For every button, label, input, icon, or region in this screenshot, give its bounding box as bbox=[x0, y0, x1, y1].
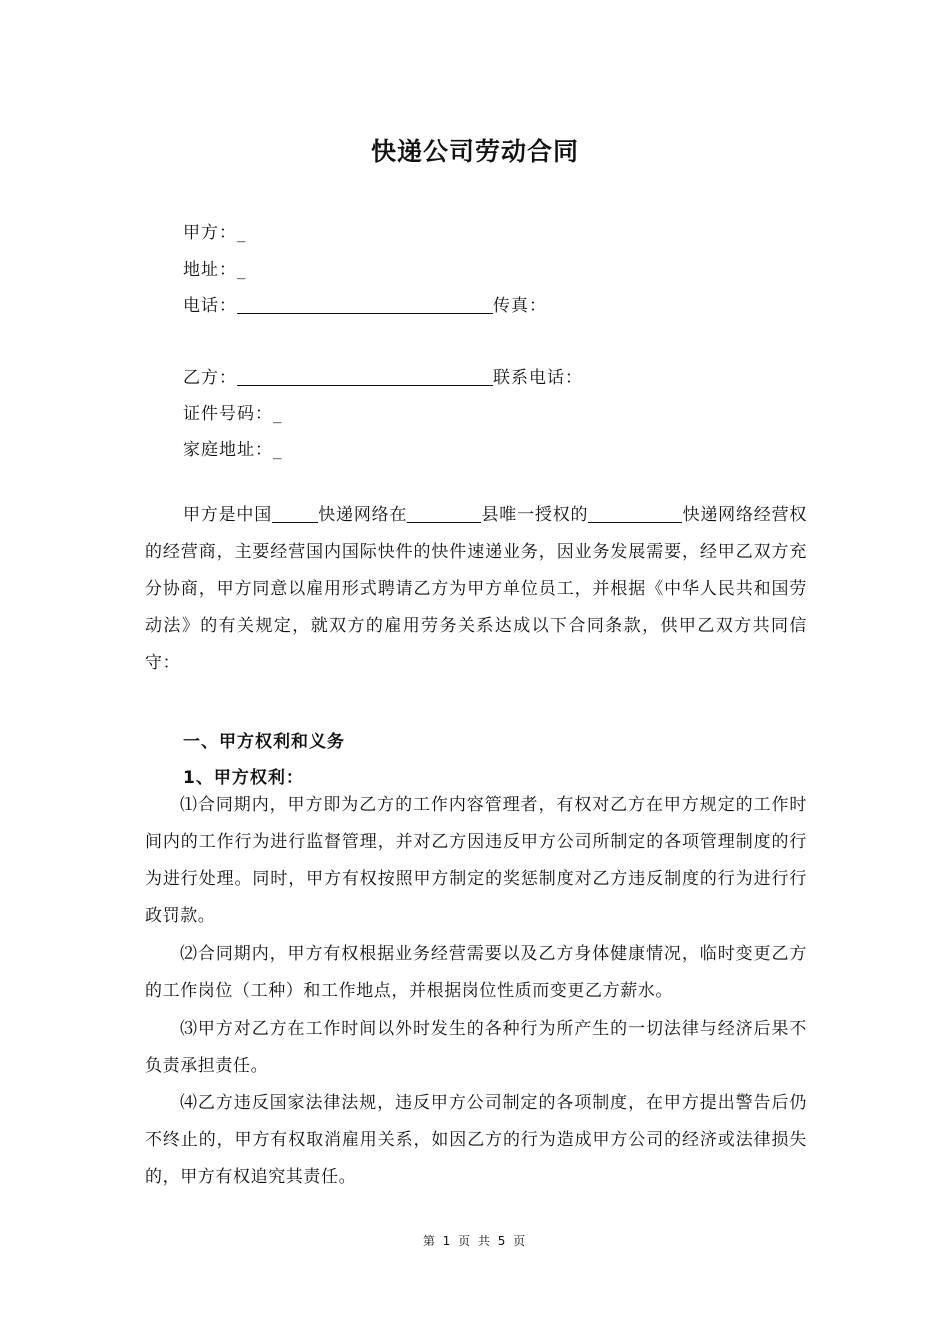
intro-paragraph bbox=[145, 497, 807, 682]
party-b-home-label: 家庭地址： bbox=[183, 440, 273, 460]
party-b-name-label: 乙方： bbox=[183, 368, 237, 388]
party-a-phone-line bbox=[183, 291, 547, 316]
party-a-address-line bbox=[183, 255, 247, 280]
party-a-name-line bbox=[183, 218, 247, 243]
intro-seg1: 甲方是中国 bbox=[183, 505, 273, 525]
party-b-contact-label: 联系电话： bbox=[493, 368, 583, 388]
phone-blank bbox=[237, 297, 493, 314]
clause-item: ⑴合同期内，甲方即为乙方的工作内容管理者，有权对乙方在甲方规定的工作时间内的工作行为进行监督管理，并对乙方因违反甲方公司所制定的各项管理制度的行为进行处理。同时，甲方有权按照甲方制定的奖惩制度对乙方违反制度的行为进行行政罚款。 bbox=[145, 795, 807, 926]
section-heading: 一、甲方权利和义务 bbox=[183, 732, 345, 752]
clause-item: ⑶甲方对乙方在工作时间以外时发生的各种行为所产生的一切法律与经济后果不负责承担责任。 bbox=[145, 1019, 807, 1076]
party-a-address-label: 地址： bbox=[183, 260, 237, 280]
intro-seg4: 快递网络经营权的经营商，主要经营国内国际快件的快件速递业务，因业务发展需要，经甲乙双方充分协商，甲方同意以雇用形式聘请乙方为甲方单位员工，并根据《中华人民共和国劳动法》的有关规定，就双方的雇用劳务关系达成以下合同条款，供甲乙双方共同信守： bbox=[145, 505, 808, 673]
sub-heading: 1、甲方权利： bbox=[183, 768, 304, 788]
party-b-home-value: _ bbox=[273, 440, 283, 460]
party-a-address-value: _ bbox=[237, 260, 247, 280]
party-b-id-value: _ bbox=[273, 404, 283, 424]
party-a-fax-label: 传真： bbox=[493, 296, 547, 316]
party-b-id-line bbox=[183, 399, 283, 424]
document-title: 快递公司劳动合同 bbox=[370, 137, 579, 166]
clause-item: ⑵合同期内，甲方有权根据业务经营需要以及乙方身体健康情况，临时变更乙方的工作岗位（工种）和工作地点，并根据岗位性质而变更乙方薪水。 bbox=[145, 944, 807, 1001]
party-a-name-value: _ bbox=[237, 223, 247, 243]
page-footer: 第 1 页 共 5 页 bbox=[422, 1234, 528, 1248]
party-b-name-blank bbox=[237, 369, 493, 386]
party-a-name-label: 甲方： bbox=[183, 223, 237, 243]
intro-blank-1 bbox=[272, 506, 318, 523]
clause-item: ⑷乙方违反国家法律法规，违反甲方公司制定的各项制度，在甲方提出警告后仍不终止的，甲方有权取消雇用关系，如因乙方的行为造成甲方公司的经济或法律损失的，甲方有权追究其责任。 bbox=[145, 1093, 807, 1187]
party-a-phone-label: 电话： bbox=[183, 296, 237, 316]
intro-seg3: 县唯一授权的 bbox=[481, 505, 589, 525]
party-b-name-line bbox=[183, 363, 583, 388]
intro-blank-2 bbox=[407, 506, 481, 523]
intro-seg2: 快递网络在 bbox=[318, 505, 408, 525]
party-b-id-label: 证件号码： bbox=[183, 404, 273, 424]
party-b-home-line bbox=[183, 435, 283, 460]
intro-blank-3 bbox=[588, 506, 682, 523]
